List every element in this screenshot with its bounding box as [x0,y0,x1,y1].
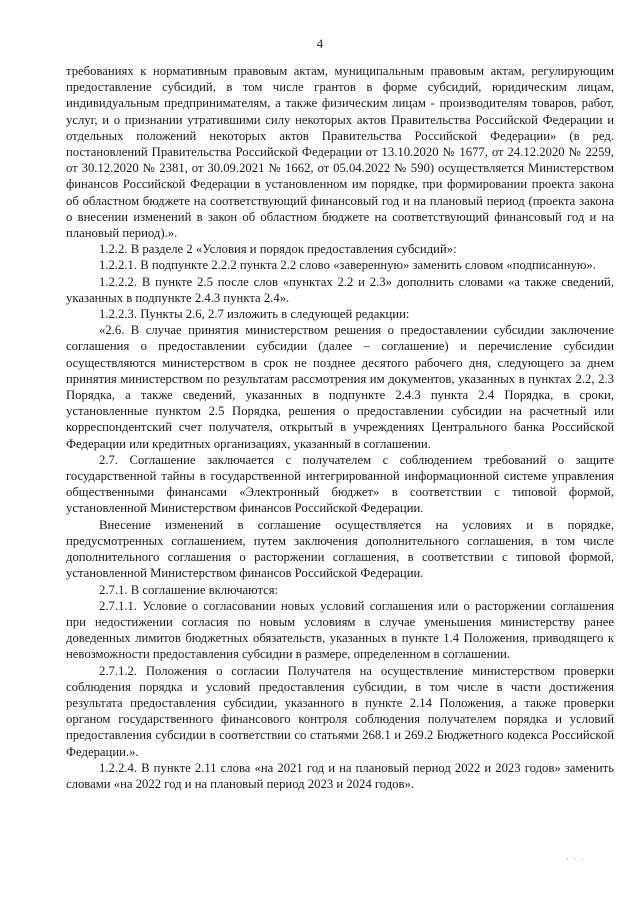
paragraph-1-2-2-3: 1.2.2.3. Пункты 2.6, 2.7 изложить в следующей редакции: [99,307,410,322]
paragraph-2-7: 2.7. Соглашение заключается с получателем с соблюдением требований о защите государственной тайны в государственной интегрированной информационной системе управления общественными финансами «Электронный бюджет» в соответствии с типовой формой, установленной Министерством финансов Российской Федерации. [66,452,614,516]
paragraph-1-2-2: 1.2.2. В разделе 2 «Условия и порядок предоставления субсидий»: [99,242,457,257]
paragraph-1-2-2-1: 1.2.2.1. В подпункте 2.2.2 пункта 2.2 слово «заверенную» заменить словом «подписанную». [99,258,596,273]
paragraph-continuation: требованиях к нормативным правовым актам, муниципальным правовым актам, регулирующим предоставление субсидий, в том числе грантов в форме субсидий, юридическим лицам, индивидуальным предпринимателям, а также физическим лицам - производителям товаров, работ, услуг, и о признании утратившими силу некоторых актов Правительства Российской Федерации и отдельных положений некоторых актов Правительства Российской Федерации» (в ред. постановлений Правительства Российской Федерации от 13.10.2020 № 1677, от 24.12.2020 № 2259, от 30.12.2020 № 2381, от 30.09.2021 № 1662, от 05.04.2022 № 590) осуществляется Министерством финансов Российской Федерации в установленном им порядке, при формировании проекта закона об областном бюджете на соответствующий финансовый год и на плановый период (проекта закона о внесении изменений в закон об областном бюджете на соответствующий финансовый год и на плановый период).». [66,64,614,241]
paragraph-2-6: «2.6. В случае принятия министерством решения о предоставлении субсидии заключение соглашения о предоставлении субсидии (далее – соглашение) и перечисление субсидии осуществляются министерством в срок не позднее десятого рабочего дня, следующего за днем принятия министерством по результатам рассмотрения им документов, указанных в пунктах 2.2, 2.3 Порядка, а также сведений, указанных в подпункте 2.4.3 пункта 2.4 Порядка, в сроки, установленные пунктом 2.5 Порядка, решения о предоставлении субсидии на расчетный или корреспондентский счет получателя, открытый в учреждениях Центрального банка Российской Федерации или кредитных организациях, указанный в соглашении. [66,323,614,451]
paragraph-2-7-1-1: 2.7.1.1. Условие о согласовании новых условий соглашения или о расторжении соглашения при недостижении согласия по новым условиям в случае уменьшения министерству ранее доведенных лимитов бюджетных обязательств, указанных в пункте 1.4 Положения, приводящего к невозможности предоставления субсидии в размере, определенном в соглашении. [66,598,614,662]
scan-mark: · · · [566,854,585,864]
paragraph-1-2-2-2: 1.2.2.2. В пункте 2.5 после слов «пунктах 2.2 и 2.3» дополнить словами «а также сведений, указанных в подпункте 2.4.3 пункта 2.4». [66,274,614,305]
paragraph-2-7-1-2: 2.7.1.2. Положения о согласии Получателя на осуществление министерством проверки соблюдения порядка и условий предоставления субсидии, в том числе в части достижения результата предоставления субсидии, указанного в пункте 2.14 Положения, а также проверки органом государственного финансового контроля соблюдения получателем порядка и условий предоставления субсидии в соответствии со статьями 268.1 и 269.2 Бюджетного кодекса Российской Федерации.». [66,663,614,759]
paragraph-amendments: Внесение изменений в соглашение осуществляется на условиях и в порядке, предусмотренных соглашением, путем заключения дополнительного соглашения, в том числе дополнительного соглашения о расторжении соглашения, в соответствии с типовой формой, установленной Министерством финансов Российской Федерации. [66,517,614,581]
paragraph-1-2-2-4: 1.2.2.4. В пункте 2.11 слова «на 2021 год и на плановый период 2022 и 2023 годов» заменить словами «на 2022 год и на плановый период 2023 и 2024 годов». [66,760,614,791]
page-number: 4 [316,36,324,51]
paragraph-2-7-1: 2.7.1. В соглашение включаются: [99,582,279,597]
document-body [66,63,614,792]
